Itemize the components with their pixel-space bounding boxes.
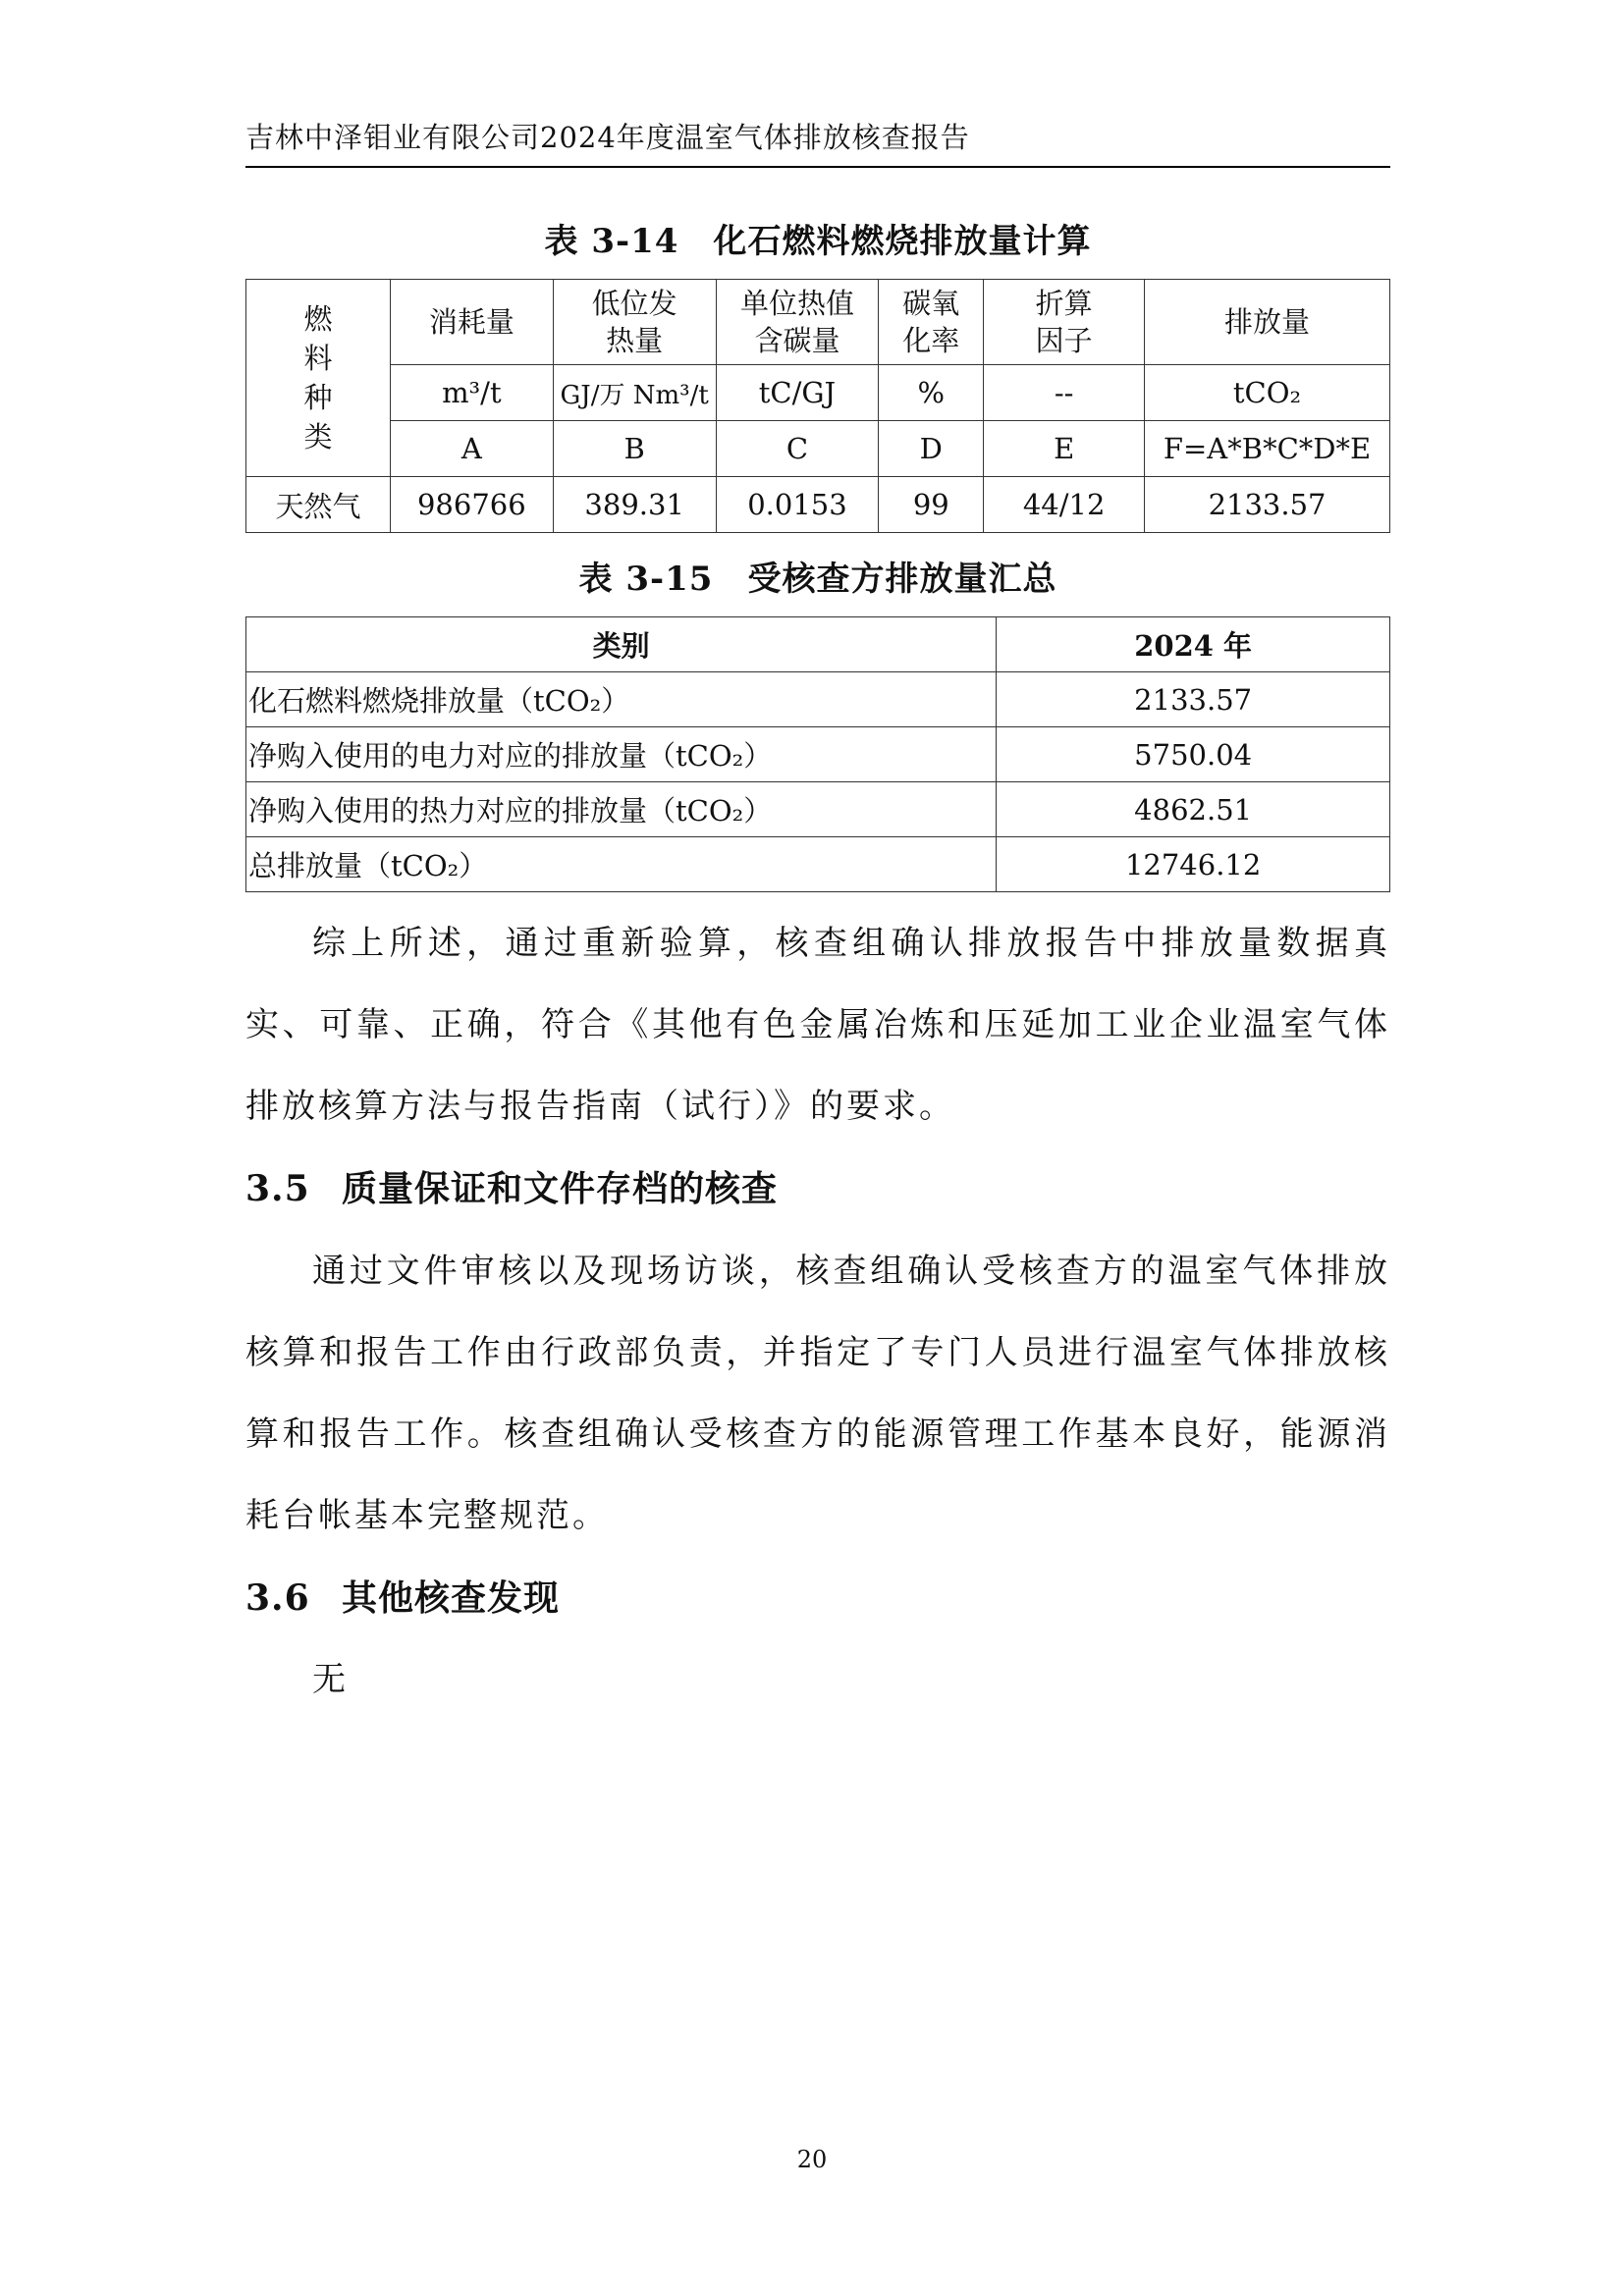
value-cell: 0.0153	[716, 477, 879, 533]
section-number: 3.6	[245, 1577, 310, 1619]
emission-summary-table	[245, 616, 1390, 892]
value-cell: 12746.12	[997, 837, 1390, 892]
column-header: 消耗量	[390, 280, 553, 365]
section-heading-3-6	[245, 1571, 560, 1621]
unit-cell: tC/GJ	[716, 365, 879, 421]
section-number: 3.5	[245, 1168, 310, 1209]
page-header: 吉林中泽钼业有限公司2024年度温室气体排放核查报告	[245, 116, 1390, 168]
value-cell: 2133.57	[1145, 477, 1390, 533]
column-header: 排放量	[1145, 280, 1390, 365]
conclusion-paragraph: 综上所述，通过重新验算，核查组确认排放报告中排放量数据真实、可靠、正确，符合《其他有色金属冶炼和压延加工业企业温室气体排放核算方法与报告指南（试行）》的要求。	[245, 924, 1390, 1126]
column-header: 碳氧化率	[879, 280, 984, 365]
symbol-cell: F=A*B*C*D*E	[1145, 421, 1390, 477]
column-header: 2024 年	[997, 617, 1390, 672]
category-cell: 净购入使用的热力对应的排放量（tCO₂）	[246, 782, 997, 837]
symbol-cell: B	[553, 421, 716, 477]
category-cell: 化石燃料燃烧排放量（tCO₂）	[246, 672, 997, 727]
row-header-fuel-type: 燃料种类	[246, 280, 391, 477]
value-cell: 5750.04	[997, 727, 1390, 782]
column-header: 低位发热量	[553, 280, 716, 365]
column-header: 折算因子	[984, 280, 1145, 365]
table2-caption: 表 3-15 受核查方排放量汇总	[578, 560, 1057, 599]
unit-cell: m³/t	[390, 365, 553, 421]
unit-cell: tCO₂	[1145, 365, 1390, 421]
value-cell: 4862.51	[997, 782, 1390, 837]
value-cell: 986766	[390, 477, 553, 533]
quality-assurance-paragraph: 通过文件审核以及现场访谈，核查组确认受核查方的温室气体排放核算和报告工作由行政部负责，并指定了专门人员进行温室气体排放核算和报告工作。核查组确认受核查方的能源管理工作基本良好，能源消耗台帐基本完整规范。	[245, 1252, 1390, 1535]
page-number: 20	[796, 2146, 828, 2173]
section-title: 质量保证和文件存档的核查	[342, 1168, 779, 1209]
value-cell: 99	[879, 477, 984, 533]
value-cell: 2133.57	[997, 672, 1390, 727]
unit-cell: %	[879, 365, 984, 421]
table1-caption: 表 3-14 化石燃料燃烧排放量计算	[544, 222, 1092, 261]
section-title: 其他核查发现	[342, 1577, 561, 1619]
symbol-cell: E	[984, 421, 1145, 477]
fuel-combustion-table	[245, 279, 1390, 533]
value-cell: 389.31	[553, 477, 716, 533]
category-cell: 总排放量（tCO₂）	[246, 837, 997, 892]
symbol-cell: C	[716, 421, 879, 477]
other-findings-paragraph: 无	[312, 1660, 349, 1699]
value-cell: 44/12	[984, 477, 1145, 533]
section-heading-3-5	[245, 1161, 778, 1211]
column-header: 类别	[246, 617, 997, 672]
unit-cell: --	[984, 365, 1145, 421]
category-cell: 净购入使用的电力对应的排放量（tCO₂）	[246, 727, 997, 782]
symbol-cell: A	[390, 421, 553, 477]
symbol-cell: D	[879, 421, 984, 477]
unit-cell: GJ/万 Nm³/t	[553, 365, 716, 421]
fuel-name-cell: 天然气	[246, 477, 391, 533]
column-header: 单位热值含碳量	[716, 280, 879, 365]
